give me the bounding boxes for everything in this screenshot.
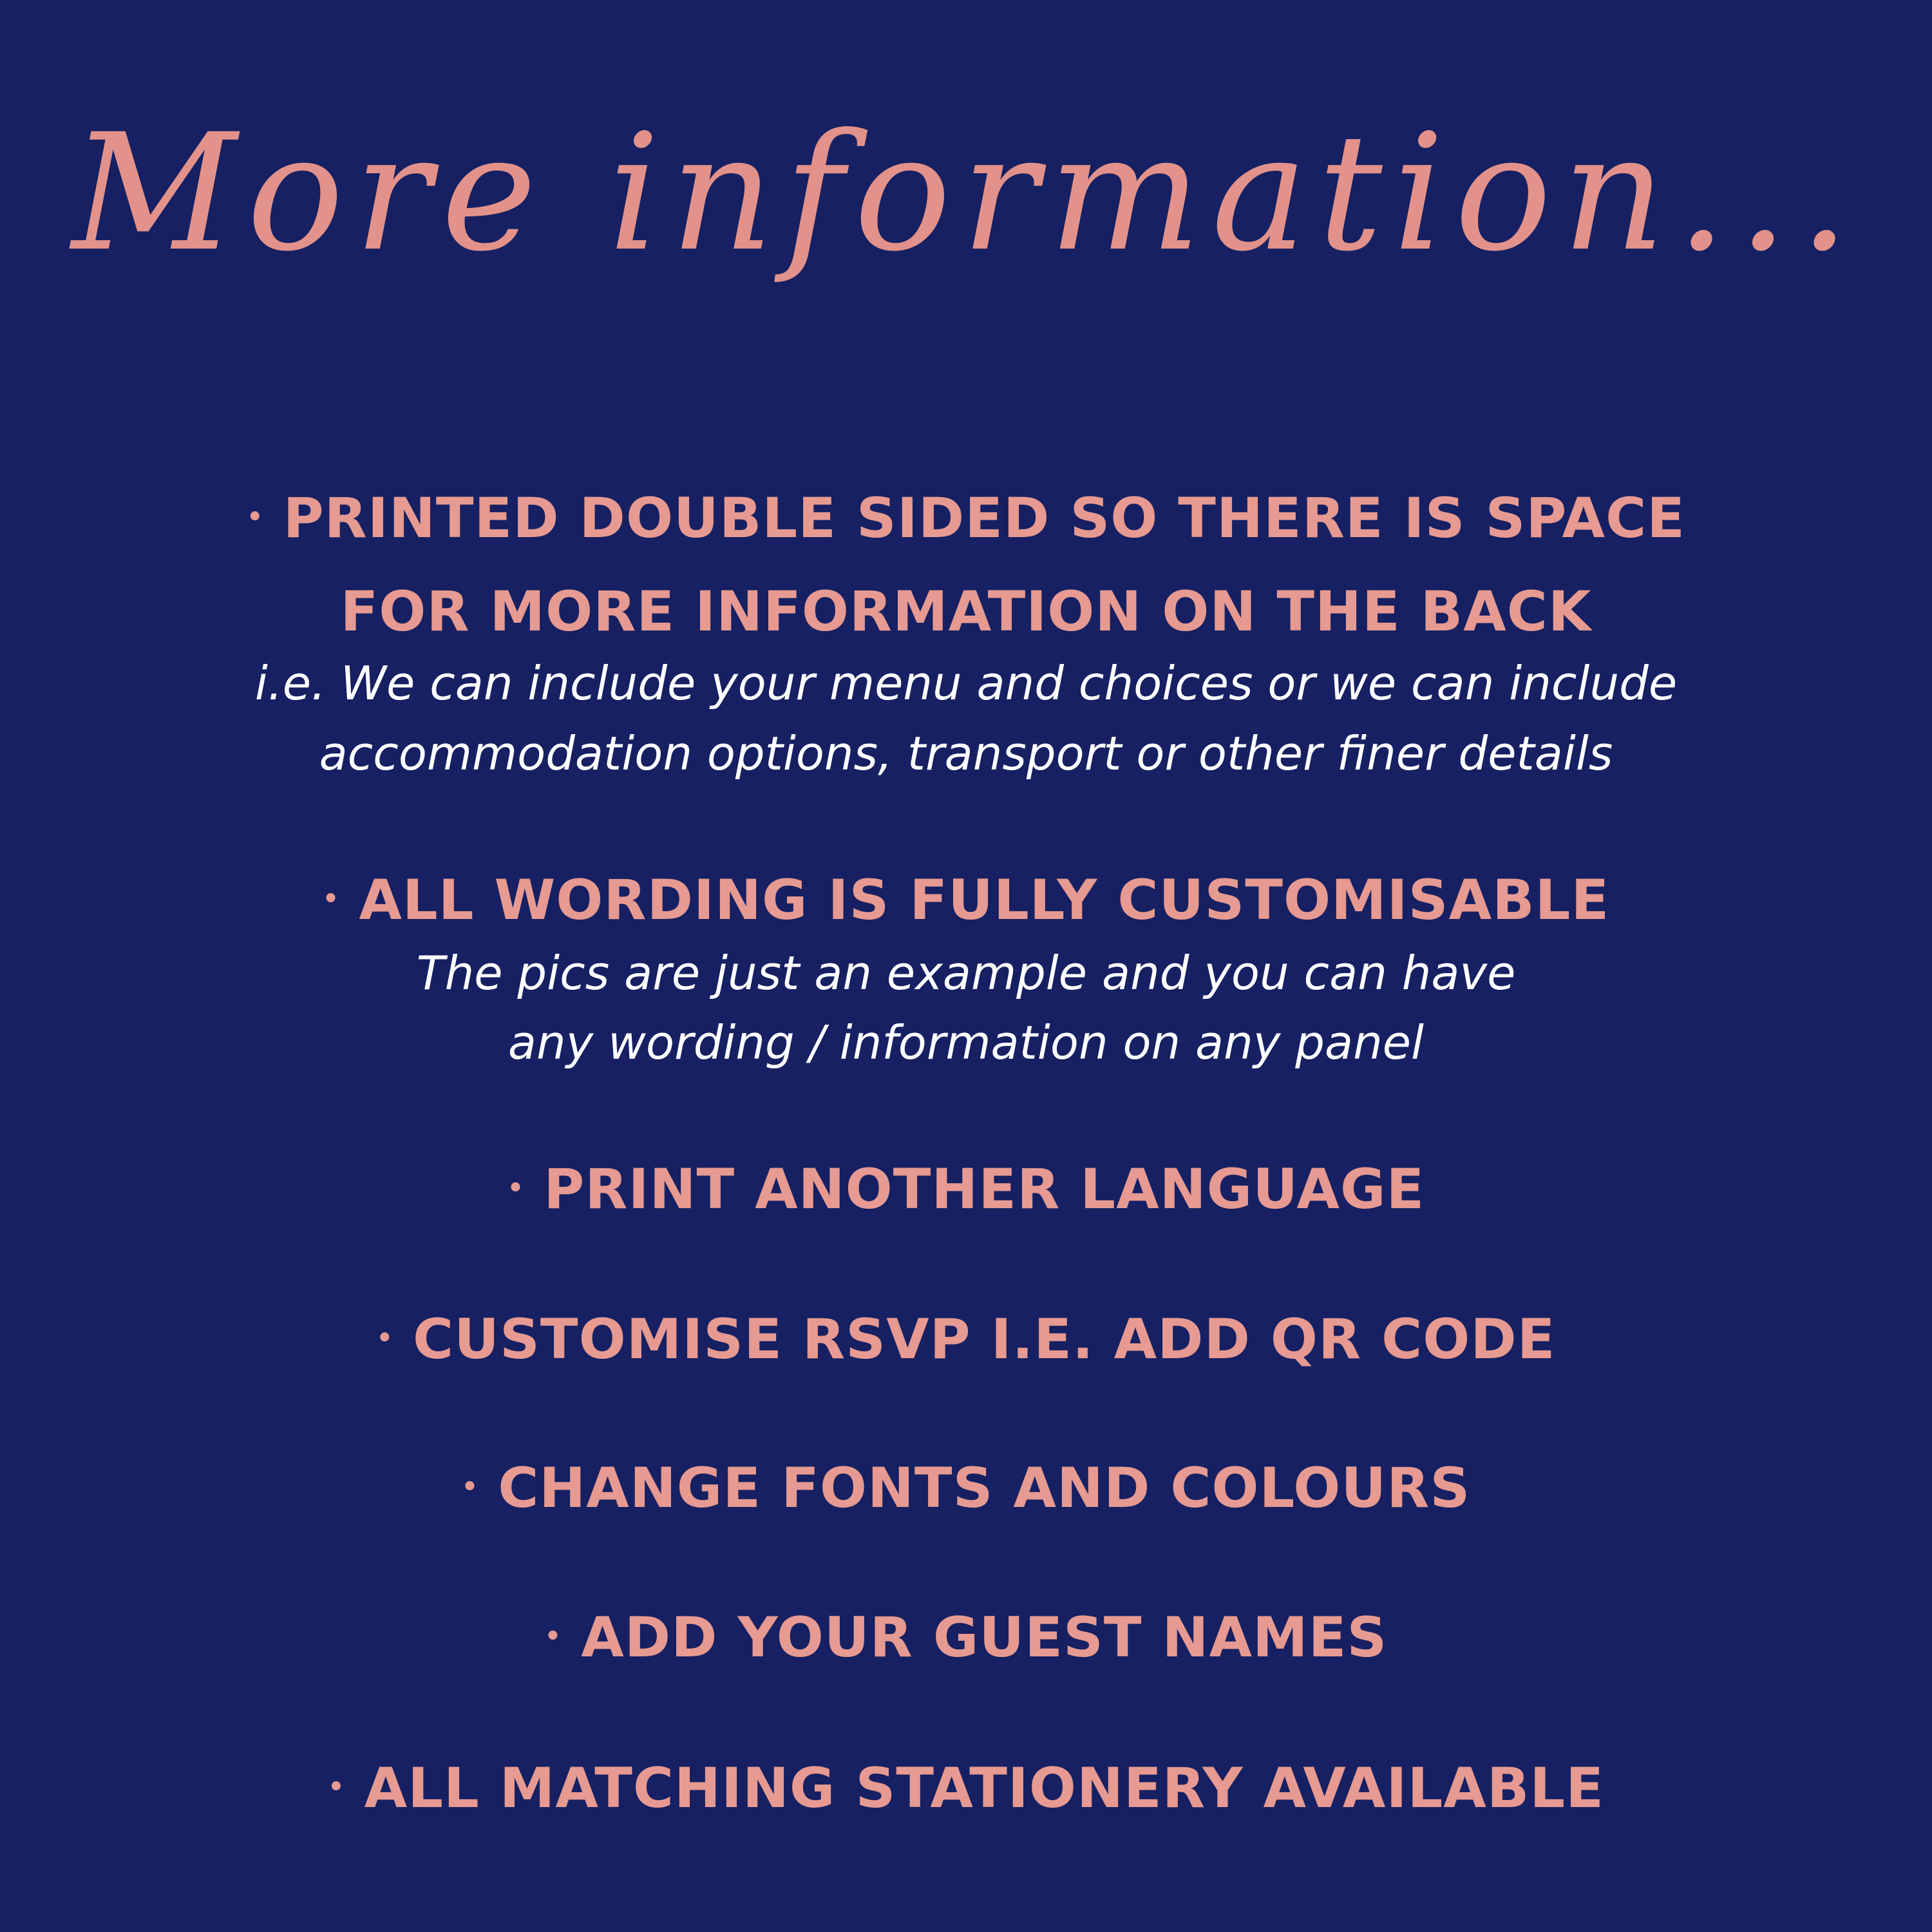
feature-heading-text: ALL MATCHING STATIONERY AVAILABLE [364, 1756, 1604, 1821]
feature-heading-stationery [0, 1756, 1932, 1821]
feature-heading-text: ALL WORDING IS FULLY CUSTOMISABLE [359, 868, 1610, 933]
feature-heading-text: PRINT ANOTHER LANGUAGE [544, 1157, 1425, 1222]
bullet-icon: • [544, 1622, 562, 1651]
feature-heading-language [0, 1157, 1932, 1222]
feature-heading-text: CUSTOMISE RSVP I.E. ADD QR CODE [413, 1307, 1556, 1372]
feature-detail-line: i.e. We can include your menu and choices or we can include [254, 656, 1678, 710]
bullet-icon: • [507, 1173, 525, 1203]
bullet-icon: • [322, 884, 340, 914]
bullet-icon: • [328, 1772, 345, 1802]
feature-heading-text: ADD YOUR GUEST NAMES [581, 1605, 1388, 1670]
feature-heading-rsvp [0, 1307, 1932, 1372]
feature-heading-fonts [0, 1456, 1932, 1520]
page-title: More information... [71, 99, 1861, 287]
feature-heading-double-sided [0, 486, 1932, 551]
feature-detail-line: The pics are just an example and you can have [416, 946, 1516, 1000]
feature-heading-wording [0, 868, 1932, 933]
bullet-icon: • [461, 1472, 479, 1502]
feature-heading-text: PRINTED DOUBLE SIDED SO THERE IS SPACE [283, 486, 1685, 551]
feature-heading-double-sided-line-2: FOR MORE INFORMATION ON THE BACK [340, 580, 1592, 644]
bullet-icon: • [376, 1323, 394, 1353]
feature-heading-guest-names [0, 1605, 1932, 1670]
feature-heading-text: CHANGE FONTS AND COLOURS [498, 1456, 1471, 1520]
bullet-icon: • [247, 502, 264, 532]
feature-detail-line: any wording / information on any panel [507, 1016, 1425, 1070]
feature-detail-line: accommodation options, transport or other finer details [319, 726, 1613, 781]
